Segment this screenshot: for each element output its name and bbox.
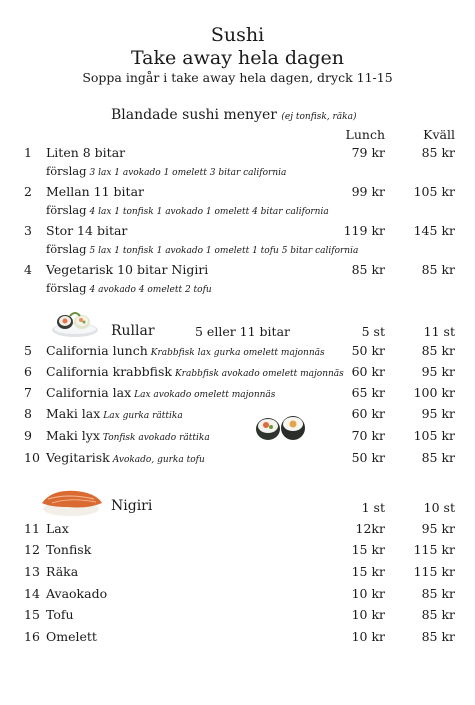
item-name: Mellan 11 bitar: [46, 184, 144, 199]
mixed-heading-note: (ej tonfisk, räka): [281, 112, 357, 122]
rolls-section-heading: Rullar: [111, 323, 155, 339]
mixed-section-heading: [111, 107, 357, 123]
item-lunch-price: 99 kr: [351, 184, 385, 199]
item-desc: Lax avokado omelett majonnäs: [134, 390, 276, 400]
item-number: 4: [24, 262, 32, 277]
mixed-menu-item: [0, 223, 475, 241]
roll-item: [0, 364, 475, 382]
item-price-10: 115 kr: [413, 564, 455, 579]
item-price-11: 85 kr: [421, 343, 455, 358]
mixed-menu-item: [0, 145, 475, 163]
suggestion-label: förslag: [46, 242, 87, 256]
item-price-11: 105 kr: [413, 428, 455, 443]
nigiri-col-10: 10 st: [423, 500, 455, 515]
nigiri-item: [0, 586, 475, 604]
item-price-1: 15 kr: [351, 542, 385, 557]
page-subtitle-note: Soppa ingår i take away hela dagen, dryck 11-15: [82, 70, 393, 85]
item-price-5: 50 kr: [351, 343, 385, 358]
item-price-11: 95 kr: [421, 364, 455, 379]
item-name-with-desc: [46, 385, 275, 400]
nigiri-image: [38, 487, 104, 517]
item-desc: Avokado, gurka tofu: [112, 455, 205, 465]
item-price-5: 50 kr: [351, 450, 385, 465]
item-number: 2: [24, 184, 32, 199]
item-lunch-price: 79 kr: [351, 145, 385, 160]
item-price-1: 10 kr: [351, 607, 385, 622]
rolls-heading-note: 5 eller 11 bitar: [195, 324, 290, 339]
suggestion-text: 4 avokado 4 omelett 2 tofu: [89, 285, 212, 295]
item-suggestion: [46, 164, 286, 178]
item-lunch-price: 119 kr: [343, 223, 385, 238]
item-name-with-desc: [46, 450, 205, 465]
item-number: 16: [24, 629, 40, 644]
roll-item: [0, 450, 475, 468]
item-number: 10: [24, 450, 40, 465]
suggestion-label: förslag: [46, 281, 87, 295]
nigiri-item: [0, 542, 475, 560]
item-number: 7: [24, 385, 32, 400]
item-name: Räka: [46, 564, 79, 579]
nigiri-item: [0, 607, 475, 625]
item-suggestion: [46, 203, 329, 217]
item-lunch-price: 85 kr: [351, 262, 385, 277]
rolls-col-5: 5 st: [361, 324, 385, 339]
item-price-5: 65 kr: [351, 385, 385, 400]
mixed-col-lunch: Lunch: [345, 127, 385, 142]
item-number: 5: [24, 343, 32, 358]
item-price-10: 85 kr: [421, 607, 455, 622]
roll-plate-image: [50, 308, 100, 340]
nigiri-item: [0, 521, 475, 539]
roll-item: [0, 343, 475, 361]
item-number: 11: [24, 521, 40, 536]
item-name: Stor 14 bitar: [46, 223, 128, 238]
item-name: California lax: [46, 385, 132, 400]
item-number: 3: [24, 223, 32, 238]
nigiri-section-heading: Nigiri: [111, 498, 153, 514]
item-number: 6: [24, 364, 32, 379]
item-price-10: 85 kr: [421, 629, 455, 644]
item-name-with-desc: [46, 406, 183, 421]
mixed-menu-item: [0, 262, 475, 280]
maki-image: [255, 412, 307, 442]
item-price-10: 115 kr: [413, 542, 455, 557]
item-price-5: 70 kr: [351, 428, 385, 443]
item-price-11: 95 kr: [421, 406, 455, 421]
page-title: Sushi: [210, 24, 265, 46]
item-name: Vegetarisk 10 bitar Nigiri: [46, 262, 209, 277]
item-evening-price: 145 kr: [413, 223, 455, 238]
nigiri-item: [0, 564, 475, 582]
page-subtitle-main: Take away hela dagen: [130, 47, 345, 69]
item-price-1: 10 kr: [351, 586, 385, 601]
item-evening-price: 85 kr: [421, 262, 455, 277]
item-desc: Krabbfisk avokado omelett majonnäs: [174, 369, 344, 379]
mixed-col-evening: Kväll: [423, 127, 455, 142]
item-price-1: 10 kr: [351, 629, 385, 644]
item-name: Avaokado: [46, 586, 108, 601]
nigiri-item: [0, 629, 475, 647]
nigiri-col-1: 1 st: [361, 500, 385, 515]
item-evening-price: 85 kr: [421, 145, 455, 160]
item-number: 8: [24, 406, 32, 421]
item-name: Maki lax: [46, 406, 101, 421]
item-number: 14: [24, 586, 40, 601]
item-price-1: 12kr: [355, 521, 385, 536]
item-price-1: 15 kr: [351, 564, 385, 579]
suggestion-text: 5 lax 1 tonfisk 1 avokado 1 omelett 1 tofu 5 bitar california: [89, 246, 359, 256]
mixed-menu-item: [0, 184, 475, 202]
item-desc: Krabbfisk lax gurka omelett majonnäs: [150, 348, 325, 358]
suggestion-label: förslag: [46, 164, 87, 178]
item-name: Tofu: [46, 607, 74, 622]
item-desc: Lax gurka rättika: [103, 411, 183, 421]
item-number: 13: [24, 564, 40, 579]
rolls-col-11: 11 st: [423, 324, 455, 339]
item-name: California krabbfisk: [46, 364, 172, 379]
item-price-5: 60 kr: [351, 406, 385, 421]
item-price-10: 85 kr: [421, 586, 455, 601]
item-price-5: 60 kr: [351, 364, 385, 379]
item-name: California lunch: [46, 343, 148, 358]
item-name: Omelett: [46, 629, 97, 644]
item-number: 12: [24, 542, 40, 557]
item-name: Vegitarisk: [46, 450, 110, 465]
item-price-11: 85 kr: [421, 450, 455, 465]
roll-item: [0, 385, 475, 403]
item-number: 1: [24, 145, 32, 160]
item-name: Lax: [46, 521, 69, 536]
item-name: Maki lyx: [46, 428, 100, 443]
item-name-with-desc: [46, 428, 210, 443]
item-price-10: 95 kr: [421, 521, 455, 536]
item-price-11: 100 kr: [413, 385, 455, 400]
item-name-with-desc: [46, 343, 325, 358]
item-name-with-desc: [46, 364, 344, 379]
item-number: 9: [24, 428, 32, 443]
item-number: 15: [24, 607, 40, 622]
suggestion-text: 4 lax 1 tonfisk 1 avokado 1 omelett 4 bitar california: [89, 207, 329, 217]
item-suggestion: [46, 242, 358, 256]
item-desc: Tonfisk avokado rättika: [102, 433, 210, 443]
suggestion-label: förslag: [46, 203, 87, 217]
roll-item: [0, 428, 475, 446]
mixed-heading-text: Blandade sushi menyer: [111, 107, 277, 123]
item-name: Tonfisk: [46, 542, 92, 557]
suggestion-text: 3 lax 1 avokado 1 omelett 3 bitar california: [89, 168, 287, 178]
roll-item: [0, 406, 475, 424]
item-suggestion: [46, 281, 212, 295]
item-name: Liten 8 bitar: [46, 145, 126, 160]
item-evening-price: 105 kr: [413, 184, 455, 199]
